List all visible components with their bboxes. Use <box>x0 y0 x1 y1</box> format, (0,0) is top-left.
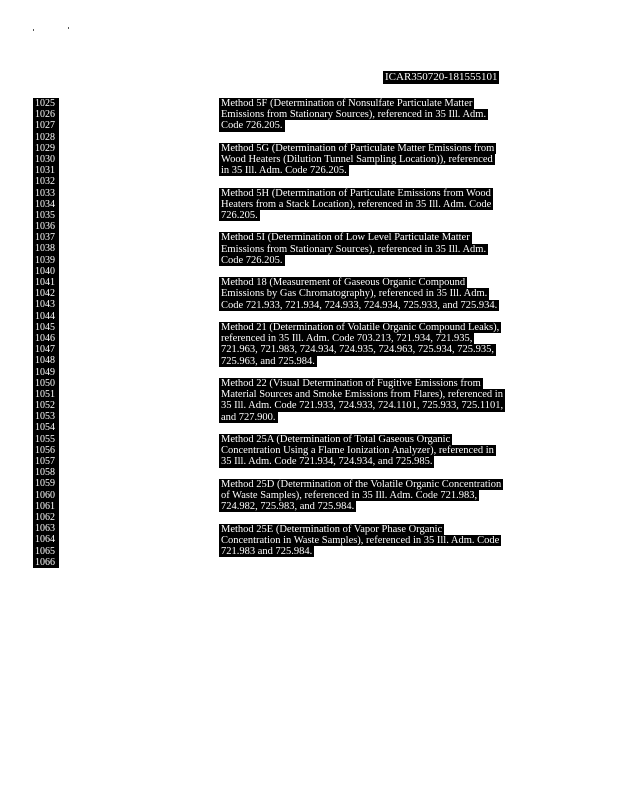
line-number: 1039 <box>33 255 59 266</box>
entry-line: Wood Heaters (Dilution Tunnel Sampling Location)), referenced <box>221 153 493 165</box>
line-number: 1030 <box>33 154 59 165</box>
line-number: 1044 <box>33 311 59 322</box>
entry-line: Material Sources and Smoke Emissions from Flares), referenced in <box>221 389 503 401</box>
method-entry <box>219 322 501 367</box>
method-entry <box>219 98 488 132</box>
entry-line: Method 25D (Determination of the Volatile Organic Concentration <box>221 478 502 490</box>
line-number: 1066 <box>33 557 59 568</box>
line-number: 1052 <box>33 400 59 411</box>
entry-line: Heaters from a Stack Location), referenced in 35 Ill. Adm. Code <box>221 198 492 210</box>
line-number: 1056 <box>33 445 59 456</box>
entry-line: 35 Ill. Adm. Code 721.933, 724.933, 724.1101, 725.933, 725.1101, <box>221 400 504 412</box>
entry-line: referenced in 35 Ill. Adm. Code 703.213, 721.934, 721.935, <box>221 333 473 345</box>
entry-line: Method 5G (Determination of Particulate Matter Emissions from <box>221 142 495 154</box>
method-entry <box>219 524 501 558</box>
line-number: 1061 <box>33 501 59 512</box>
line-number: 1053 <box>33 411 59 422</box>
entry-line: 726.205. <box>221 209 258 221</box>
line-number: 1047 <box>33 344 59 355</box>
line-number: 1042 <box>33 288 59 299</box>
entry-line: Code 726.205. <box>221 120 283 132</box>
line-number: 1057 <box>33 456 59 467</box>
line-number: 1043 <box>33 299 59 310</box>
method-entry <box>219 378 505 423</box>
line-number: 1051 <box>33 389 59 400</box>
method-entry <box>219 479 503 513</box>
entry-line: 721.963, 721.983, 724.934, 724.935, 724.963, 725.934, 725.935, <box>221 344 494 356</box>
entry-line: Method 25A (Determination of Total Gaseous Organic <box>221 434 451 445</box>
line-number: 1060 <box>33 490 59 501</box>
entry-line: Method 25E (Determination of Vapor Phase Organic <box>221 523 443 535</box>
line-number: 1035 <box>33 210 59 221</box>
line-number: 1059 <box>33 478 59 489</box>
line-number: 1026 <box>33 109 59 120</box>
line-number: 1038 <box>33 243 59 254</box>
entry-line: and 727.900. <box>221 411 276 423</box>
entry-line: 721.983 and 725.984. <box>221 545 313 557</box>
line-number: 1029 <box>33 143 59 154</box>
line-number: 1041 <box>33 277 59 288</box>
scan-speck <box>68 27 69 29</box>
entry-line: Method 5F (Determination of Nonsulfate Particulate Matter <box>221 98 473 109</box>
line-number: 1063 <box>33 523 59 534</box>
entry-line: Emissions from Stationary Sources), referenced in 35 Ill. Adm. <box>221 243 487 255</box>
line-number: 1031 <box>33 165 59 176</box>
entry-line: of Waste Samples), referenced in 35 Ill. Adm. Code 721.983, <box>221 489 478 501</box>
line-number: 1058 <box>33 467 59 478</box>
method-entry <box>219 232 488 266</box>
line-number: 1040 <box>33 266 59 277</box>
scan-speck <box>33 29 34 31</box>
entry-line: Method 22 (Visual Determination of Fugitive Emissions from <box>221 378 481 389</box>
line-number: 1046 <box>33 333 59 344</box>
line-number-column <box>33 98 59 568</box>
entry-line: Code 726.205. <box>221 254 283 266</box>
entry-line: Method 5H (Determination of Particulate Emissions from Wood <box>221 187 491 199</box>
line-number: 1027 <box>33 120 59 131</box>
line-number: 1065 <box>33 546 59 557</box>
entry-line: Emissions by Gas Chromatography), referenced in 35 Ill. Adm. <box>221 288 488 300</box>
method-entry <box>219 277 499 311</box>
line-number: 1045 <box>33 322 59 333</box>
entry-line: Concentration Using a Flame Ionization Analyzer), referenced in <box>221 445 494 457</box>
line-number: 1034 <box>33 199 59 210</box>
method-entry <box>219 188 493 222</box>
method-entry <box>219 143 496 177</box>
line-number: 1049 <box>33 367 59 378</box>
line-number: 1064 <box>33 534 59 545</box>
document-id-header: ICAR350720-181555101 <box>385 71 498 83</box>
entry-line: Emissions from Stationary Sources), referenced in 35 Ill. Adm. <box>221 109 487 121</box>
line-number: 1028 <box>33 132 59 143</box>
line-number: 1055 <box>33 434 59 445</box>
entry-line: Method 5I (Determination of Low Level Particulate Matter <box>221 232 470 244</box>
line-number: 1032 <box>33 176 59 187</box>
line-number: 1033 <box>33 188 59 199</box>
line-number: 1054 <box>33 422 59 433</box>
line-number: 1025 <box>33 98 59 109</box>
entry-line: 724.982, 725.983, and 725.984. <box>221 501 355 513</box>
entry-line: 725.963, and 725.984. <box>221 355 315 367</box>
line-number: 1037 <box>33 232 59 243</box>
entry-line: Method 18 (Measurement of Gaseous Organic Compound <box>221 277 466 289</box>
line-number: 1048 <box>33 355 59 366</box>
entry-line: 35 Ill. Adm. Code 721.934, 724.934, and 725.985. <box>221 456 433 468</box>
entry-line: Method 21 (Determination of Volatile Organic Compound Leaks), <box>221 322 500 333</box>
line-number: 1050 <box>33 378 59 389</box>
entry-line: Concentration in Waste Samples), referenced in 35 Ill. Adm. Code <box>221 534 500 546</box>
scan-specks <box>33 27 83 35</box>
entry-line: in 35 Ill. Adm. Code 726.205. <box>221 165 347 177</box>
line-number: 1062 <box>33 512 59 523</box>
method-entry <box>219 434 496 468</box>
line-number: 1036 <box>33 221 59 232</box>
entry-line: Code 721.933, 721.934, 724.933, 724.934, 725.933, and 725.934. <box>221 299 498 311</box>
